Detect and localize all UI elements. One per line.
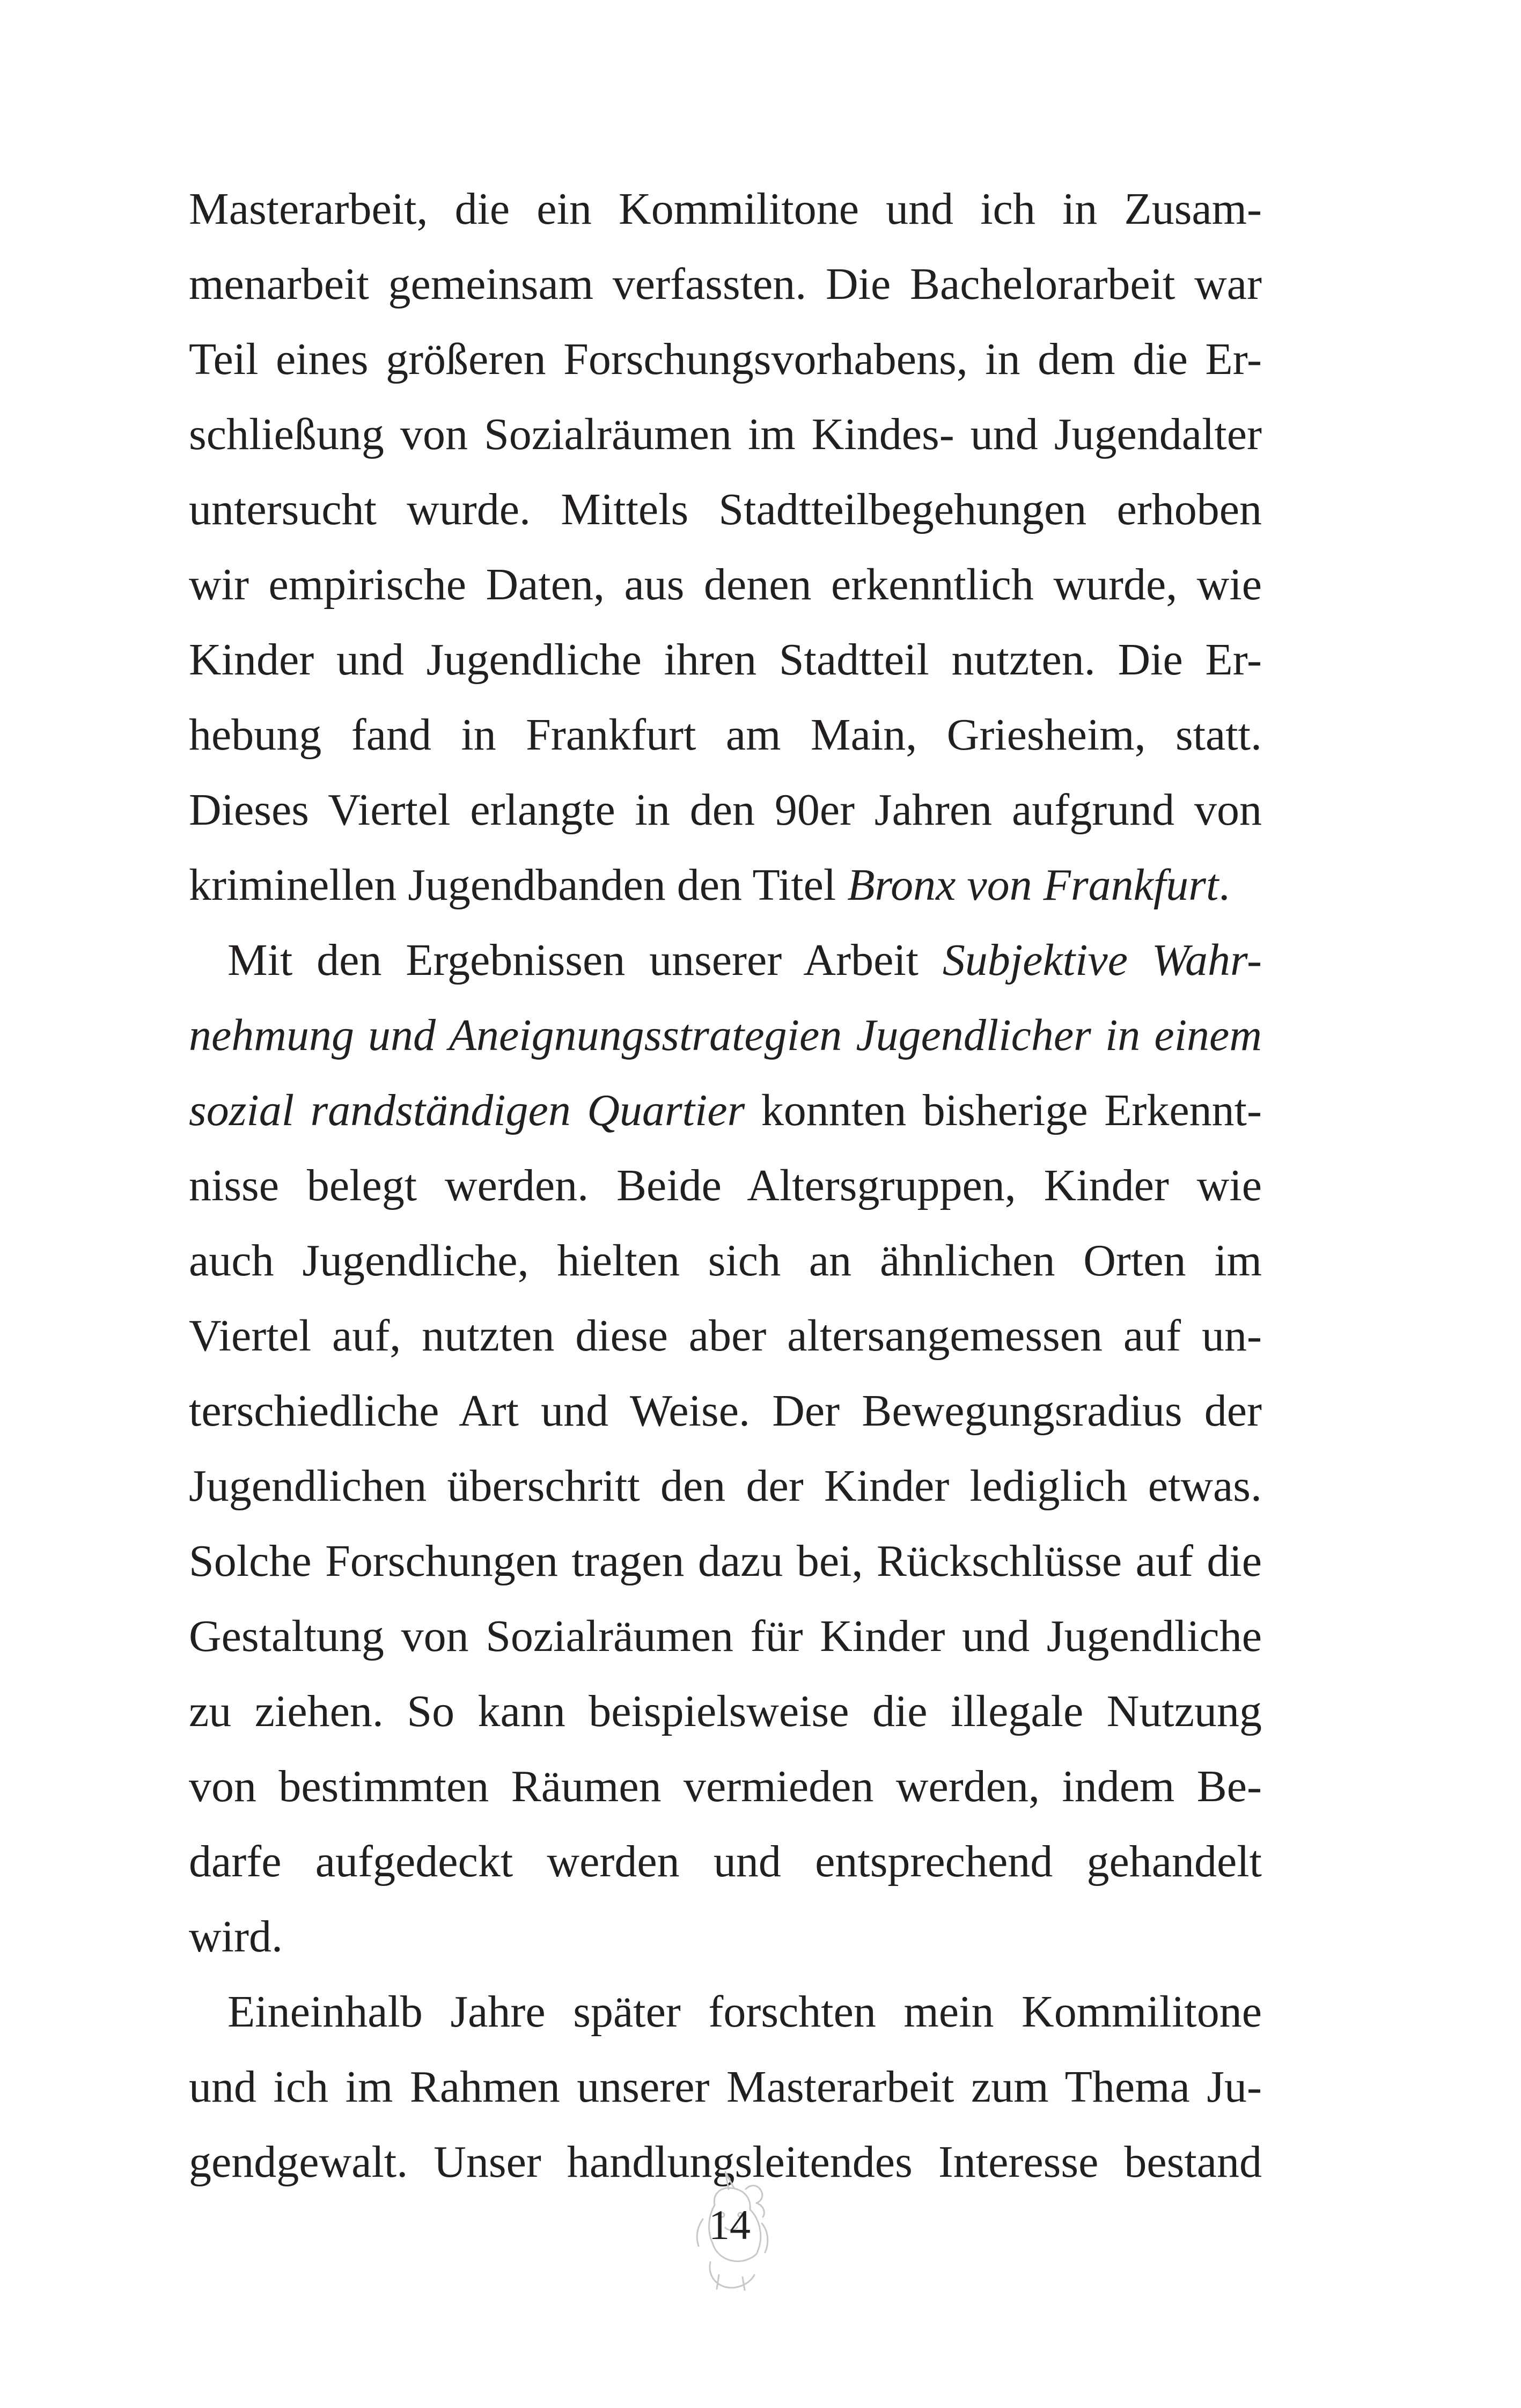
text-line bbox=[189, 773, 1262, 848]
text-run: Dieses Viertel erlangte in den 90er Jahren aufgrund von bbox=[189, 785, 1262, 835]
text-run: schließung von Sozialräumen im Kindes- und Jugendalter bbox=[189, 409, 1262, 459]
text-line bbox=[189, 1674, 1262, 1749]
text-run: zu ziehen. So kann beispielsweise die illegale Nutzung bbox=[189, 1686, 1262, 1736]
text-line bbox=[189, 2050, 1262, 2125]
text-run: wir empirische Daten, aus denen erkenntlich wurde, wie bbox=[189, 560, 1262, 610]
text-line bbox=[189, 698, 1262, 773]
page-number: 14 bbox=[709, 2201, 751, 2248]
page-footer bbox=[665, 2168, 794, 2296]
text-line bbox=[189, 848, 1262, 923]
text-line bbox=[189, 247, 1262, 322]
text-run: terschiedliche Art und Weise. Der Bewegungsradius der bbox=[189, 1386, 1262, 1436]
text-run: gendgewalt. Unser handlungsleitendes Interesse bestand bbox=[189, 2137, 1262, 2187]
italic-title: Bronx von Frankfurt bbox=[847, 860, 1219, 910]
text-line bbox=[227, 1974, 1262, 2050]
text-run: wird. bbox=[189, 1912, 283, 1962]
text-run: Masterarbeit, die ein Kommilitone und ich in Zusam- bbox=[189, 184, 1262, 234]
text-line bbox=[189, 1749, 1262, 1824]
text-run: nisse belegt werden. Beide Altersgruppen, Kinder wie bbox=[189, 1161, 1262, 1210]
text-line bbox=[189, 547, 1262, 622]
text-line bbox=[189, 998, 1262, 1073]
text-run: Gestaltung von Sozialräumen für Kinder und Jugendliche bbox=[189, 1611, 1262, 1661]
italic-title: sozial randständigen Quartier bbox=[189, 1085, 745, 1135]
text-line bbox=[227, 923, 1262, 998]
italic-title: Subjektive Wahr- bbox=[942, 935, 1262, 985]
text-line bbox=[189, 1223, 1262, 1298]
text-line bbox=[189, 1298, 1262, 1374]
text-run: Kinder und Jugendliche ihren Stadtteil nutzten. Die Er- bbox=[189, 635, 1262, 685]
text-run: Eineinhalb Jahre später forschten mein Kommilitone bbox=[227, 1987, 1262, 2037]
text-run: Jugendlichen überschritt den der Kinder lediglich etwas. bbox=[189, 1461, 1262, 1511]
text-run: Solche Forschungen tragen dazu bei, Rückschlüsse auf die bbox=[189, 1536, 1262, 1586]
text-line bbox=[189, 322, 1262, 397]
text-run: kriminellen Jugendbanden den Titel bbox=[189, 860, 848, 910]
text-run: menarbeit gemeinsam verfassten. Die Bachelorarbeit war bbox=[189, 259, 1262, 309]
text-run: von bestimmten Räumen vermieden werden, indem Be- bbox=[189, 1761, 1262, 1811]
text-run: darfe aufgedeckt werden und entsprechend gehandelt bbox=[189, 1837, 1262, 1886]
text-run: . bbox=[1218, 860, 1230, 910]
text-run: hebung fand in Frankfurt am Main, Griesheim, statt. bbox=[189, 710, 1262, 760]
text-run: Mit den Ergebnissen unserer Arbeit bbox=[227, 935, 943, 985]
italic-title: nehmung und Aneignungsstrategien Jugendlicher in einem bbox=[189, 1010, 1262, 1060]
text-line bbox=[189, 1899, 1262, 1974]
text-line bbox=[189, 1824, 1262, 1899]
text-line bbox=[189, 1148, 1262, 1223]
text-run: auch Jugendliche, hielten sich an ähnlichen Orten im bbox=[189, 1236, 1262, 1286]
text-line bbox=[189, 472, 1262, 547]
text-line bbox=[189, 397, 1262, 472]
text-line bbox=[189, 1073, 1262, 1148]
text-line bbox=[189, 1449, 1262, 1524]
text-run: und ich im Rahmen unserer Masterarbeit zum Thema Ju- bbox=[189, 2062, 1262, 2112]
text-line bbox=[189, 1374, 1262, 1449]
text-line bbox=[189, 1599, 1262, 1674]
text-run: untersucht wurde. Mittels Stadtteilbegehungen erhoben bbox=[189, 484, 1262, 534]
text-line bbox=[189, 622, 1262, 698]
text-line bbox=[189, 1524, 1262, 1599]
text-run: konnten bisherige Erkennt- bbox=[745, 1085, 1262, 1135]
text-run: Viertel auf, nutzten diese aber altersangemessen auf un- bbox=[189, 1311, 1262, 1361]
text-run: Teil eines größeren Forschungsvorhabens, in dem die Er- bbox=[189, 334, 1262, 384]
text-line bbox=[189, 172, 1262, 247]
